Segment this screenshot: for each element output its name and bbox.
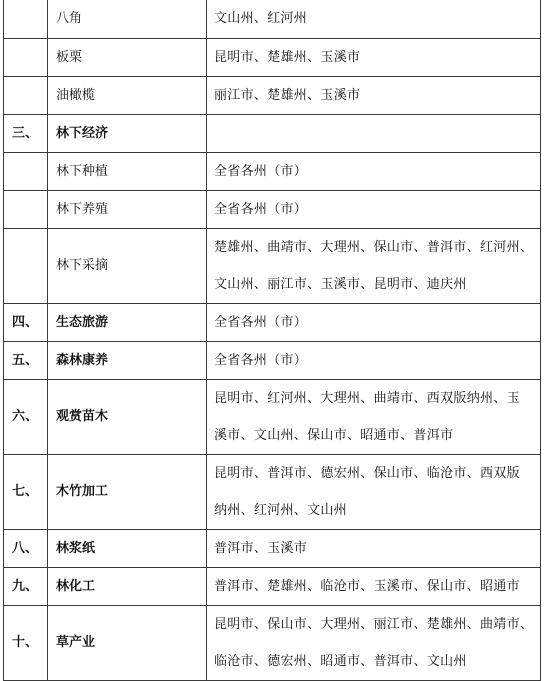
- table-row: [4, 228, 541, 303]
- region-cell: [207, 605, 541, 680]
- table-row: [4, 454, 541, 529]
- region-cell: [207, 76, 541, 114]
- industry-name-cell: 草产业: [48, 605, 207, 680]
- table-row: [4, 114, 541, 152]
- row-number-cell: 九、: [4, 567, 48, 605]
- region-cell: [207, 379, 541, 454]
- industry-name-cell: 生态旅游: [48, 303, 207, 341]
- region-text-line: 全省各州（市）: [214, 314, 308, 330]
- row-number-cell: 四、: [4, 303, 48, 341]
- row-number-cell: 五、: [4, 341, 48, 379]
- row-number-cell: 七、: [4, 454, 48, 529]
- region-cell: [207, 190, 541, 228]
- industry-name-cell: 板栗: [48, 38, 207, 76]
- row-number-cell: [4, 190, 48, 228]
- row-number-cell: 六、: [4, 379, 48, 454]
- table-row: [4, 190, 541, 228]
- region-text-line: 昆明市、楚雄州、玉溪市: [214, 49, 361, 65]
- page-cut-mark: [245, 662, 305, 668]
- region-text-line: 纳州、红河州、文山州: [214, 502, 348, 518]
- table-row: [4, 605, 541, 680]
- industry-name-cell: 林化工: [48, 567, 207, 605]
- row-number-cell: [4, 152, 48, 190]
- table-row: [4, 38, 541, 76]
- region-text-line: 全省各州（市）: [214, 201, 308, 217]
- region-text-line: 昆明市、普洱市、德宏州、保山市、临沧市、西双版: [214, 465, 520, 481]
- row-number-cell: 三、: [4, 114, 48, 152]
- region-cell: [207, 152, 541, 190]
- region-text-line: 普洱市、楚雄州、临沧市、玉溪市、保山市、昭通市: [214, 578, 520, 594]
- industry-name-cell: 林下采摘: [48, 228, 207, 303]
- region-cell: [207, 529, 541, 567]
- table-row: [4, 152, 541, 190]
- region-text-line: 全省各州（市）: [214, 352, 308, 368]
- table-row: [4, 567, 541, 605]
- table-row: [4, 529, 541, 567]
- region-cell: [207, 454, 541, 529]
- region-text-line: 普洱市、玉溪市: [214, 540, 308, 556]
- region-cell: [207, 114, 541, 152]
- region-text-line: 文山州、丽江市、玉溪市、昆明市、迪庆州: [214, 276, 467, 292]
- region-cell: [207, 0, 541, 38]
- region-text-line: 昆明市、保山市、大理州、丽江市、楚雄州、曲靖市、: [214, 616, 534, 632]
- industry-name-cell: 林下种植: [48, 152, 207, 190]
- region-cell: [207, 38, 541, 76]
- table-row: [4, 341, 541, 379]
- table-row: [4, 0, 541, 38]
- industry-name-cell: 八角: [48, 0, 207, 38]
- industry-name-cell: 观赏苗木: [48, 379, 207, 454]
- region-text-line: 昆明市、红河州、大理州、曲靖市、西双版纳州、玉: [214, 390, 520, 406]
- region-cell: [207, 303, 541, 341]
- industry-name-cell: 油橄榄: [48, 76, 207, 114]
- industry-name-cell: 林下养殖: [48, 190, 207, 228]
- region-cell: [207, 341, 541, 379]
- row-number-cell: [4, 228, 48, 303]
- industry-name-cell: 木竹加工: [48, 454, 207, 529]
- row-number-cell: [4, 0, 48, 38]
- region-text-line: 楚雄州、曲靖市、大理州、保山市、普洱市、红河州、: [214, 239, 534, 255]
- industry-name-cell: 森林康养: [48, 341, 207, 379]
- table-row: [4, 303, 541, 341]
- region-text-line: 溪市、文山州、保山市、昭通市、普洱市: [214, 427, 454, 443]
- region-text-line: 临沧市、德宏州、昭通市、普洱市、文山州: [214, 653, 467, 669]
- table-body: [4, 0, 541, 680]
- regional-industry-table: [3, 0, 541, 681]
- industry-name-cell: 林下经济: [48, 114, 207, 152]
- region-text-line: 全省各州（市）: [214, 163, 308, 179]
- region-text-line: 丽江市、楚雄州、玉溪市: [214, 87, 361, 103]
- region-text-line: 文山州、红河州: [214, 11, 308, 27]
- table-row: [4, 379, 541, 454]
- row-number-cell: [4, 76, 48, 114]
- row-number-cell: [4, 38, 48, 76]
- region-cell: [207, 567, 541, 605]
- industry-name-cell: 林浆纸: [48, 529, 207, 567]
- row-number-cell: 八、: [4, 529, 48, 567]
- table-row: [4, 76, 541, 114]
- row-number-cell: 十、: [4, 605, 48, 680]
- region-cell: [207, 228, 541, 303]
